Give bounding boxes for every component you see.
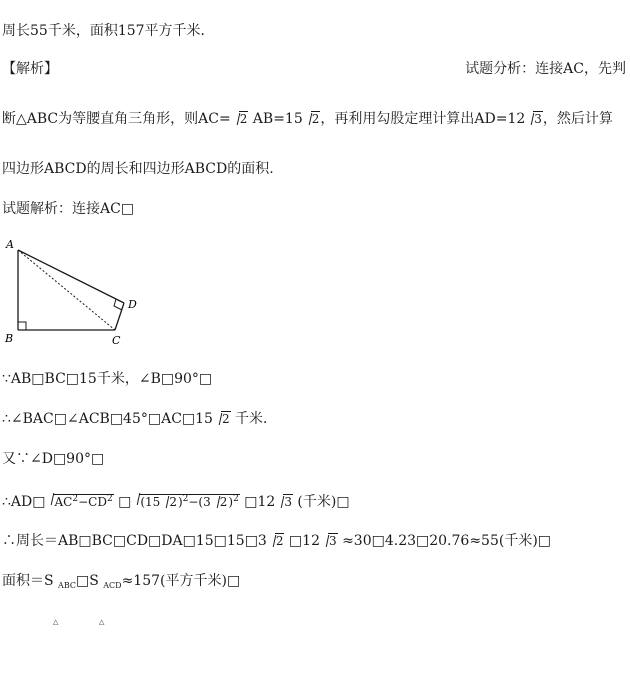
step-1: ∵AB□BC□15千米，∠B□90°□ — [2, 371, 213, 387]
step-3: 又∵∠D□90°□ — [2, 451, 105, 467]
triangle-mark: △ — [53, 618, 59, 626]
sqrt-symbol: 2 — [304, 110, 321, 128]
section-label: 【解析】 — [2, 61, 58, 77]
step-6: 面积＝S $_{ABC}$□S $_{ACD}$≈157(平方千米)□ — [2, 573, 241, 590]
sqrt-symbol: 3 — [321, 532, 338, 550]
diagonal-ac — [18, 250, 115, 330]
vertex-c-label: C — [112, 334, 121, 347]
analysis-paragraph-1 — [2, 110, 613, 128]
sqrt-symbol: 3 — [526, 110, 543, 128]
vertex-a-label: A — [6, 238, 14, 251]
sqrt-symbol: 3 — [276, 493, 293, 511]
analysis-text-b: AB=15 — [248, 111, 303, 127]
vertex-d-label: D — [128, 298, 137, 311]
quadrilateral-figure — [0, 236, 150, 354]
step-4-text: ∴AD□ — [2, 494, 46, 510]
sqrt-symbol: 2 — [232, 110, 249, 128]
step-5-text: ∴周长＝AB□BC□CD□DA□15□15□3 — [2, 533, 267, 549]
step-6-text: 面积＝S — [2, 573, 59, 589]
step-5: ∴周长＝AB□BC□CD□DA□15□15□3 2 □12 3 ≈30□4.23□20.76≈55(千米)□ — [2, 533, 552, 549]
analysis-intro: 试题分析：连接AC，先判 — [465, 61, 626, 77]
analysis-paragraph-2: 四边形ABCD的周长和四边形ABCD的面积. — [2, 161, 274, 177]
sqrt-symbol: $AC^2-CD^2$ — [46, 490, 113, 511]
right-angle-b — [18, 322, 26, 330]
triangle-mark: △ — [99, 618, 105, 626]
step-2 — [2, 410, 277, 428]
analysis-text-a: 断△ABC为等腰直角三角形，则AC= — [2, 111, 231, 127]
sqrt-symbol: 2 — [268, 532, 285, 550]
sqrt-symbol: (15 2)$^2$−(3 2)$^2$ — [132, 490, 239, 511]
step-2-unit: 千米． — [230, 411, 278, 427]
sqrt-symbol: 2 — [214, 410, 231, 428]
solution-intro: 试题解析：连接AC□ — [2, 201, 135, 217]
analysis-text-c: ，再利用勾股定理计算出AD=12 — [320, 111, 526, 127]
analysis-text-d: ，然后计算 — [542, 111, 613, 127]
step-4: ∴AD□ $AC^2-CD^2$ □ (15 2)$^2$−(3 2)$^2$ □12 3 (千米)□ — [2, 490, 350, 511]
vertex-b-label: B — [5, 332, 14, 345]
step-2-text: ∴∠BAC□∠ACB□45°□AC□15 — [2, 411, 213, 427]
segment-da — [18, 250, 124, 303]
answer-line: 周长55千米，面积157平方千米． — [2, 23, 215, 39]
